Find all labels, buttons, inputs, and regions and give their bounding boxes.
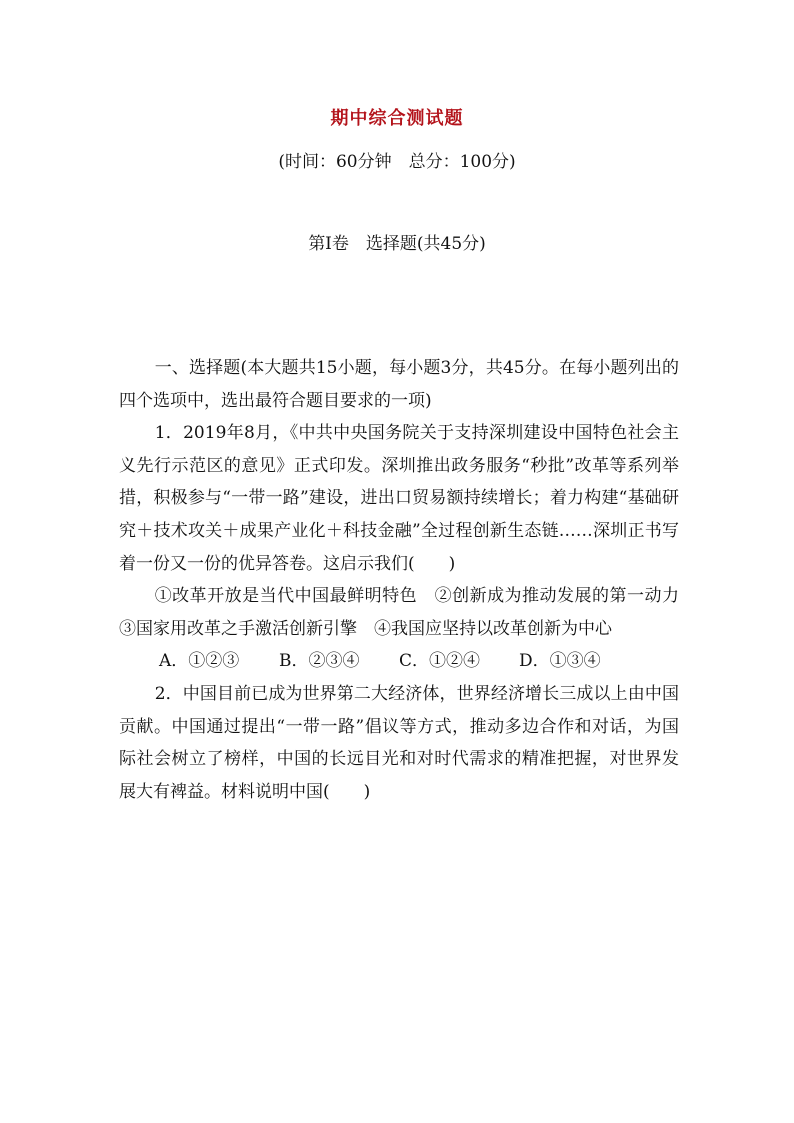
option-b: B．②③④ xyxy=(279,651,360,672)
option-a: A．①②③ xyxy=(159,651,240,672)
part-instructions: 一、选择题(本大题共15小题，每小题3分，共45分。在每小题列出的四个选项中，选出最符合题目要求的一项) xyxy=(119,358,679,411)
exam-body xyxy=(119,352,696,808)
exam-time-score: (时间：60分钟 总分：100分) xyxy=(278,152,516,172)
option-d: D．①③④ xyxy=(519,651,601,672)
option-c: C．①②④ xyxy=(399,651,481,672)
question-1-statements: ①改革开放是当代中国最鲜明特色 ②创新成为推动发展的第一动力 ③国家用改革之手激活创新引擎 ④我国应坚持以改革创新为中心 xyxy=(119,586,696,639)
section-heading: 第Ⅰ卷 选择题(共45分) xyxy=(308,234,486,254)
question-2-stem: 2．中国目前已成为世界第二大经济体，世界经济增长三成以上由中国贡献。中国通过提出“一带一路”倡议等方式，推动多边合作和对话，为国际社会树立了榜样，中国的长远目光和对时代需求的精准把握，对世界发展大有裨益。材料说明中国( ) xyxy=(119,683,679,802)
question-1-stem: 1．2019年8月，《中共中央国务院关于支持深圳建设中国特色社会主义先行示范区的意见》正式印发。深圳推出政务服务“秒批”改革等系列举措，积极参与“一带一路”建设，进出口贸易额持续增长；着力构建“基础研究＋技术攻关＋成果产业化＋科技金融”全过程创新生态链……深圳正书写着一份又一份的优异答卷。这启示我们( ) xyxy=(119,423,679,574)
exam-title: 期中综合测试题 xyxy=(330,108,464,129)
question-1-options xyxy=(119,645,679,678)
